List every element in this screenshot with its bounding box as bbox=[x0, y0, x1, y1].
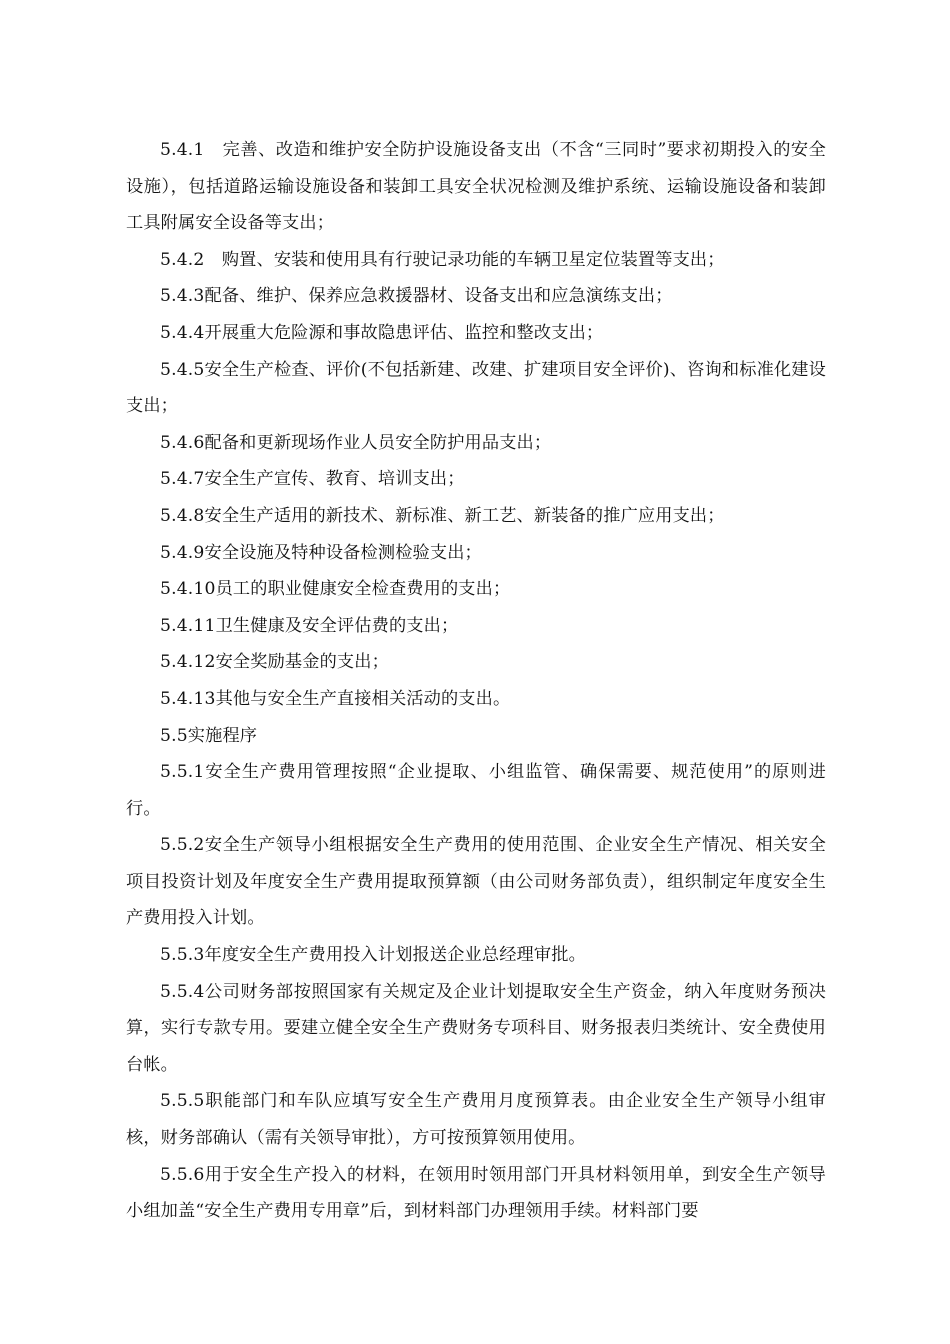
paragraph-5-4-10: 5.4.10员工的职业健康安全检查费用的支出； bbox=[160, 579, 511, 600]
paragraph-5-4-11: 5.4.11卫生健康及安全评估费的支出； bbox=[160, 615, 459, 636]
paragraph-5-4-7: 5.4.7安全生产宣传、教育、培训支出； bbox=[160, 469, 465, 490]
paragraph-5-5-4: 5.5.4公司财务部按照国家有关规定及企业计划提取安全生产资金，纳入年度财务预决算，实行专款专用。要建立健全安全生产费财务专项科目、财务报表归类统计、安全费使用台帐。 bbox=[126, 981, 826, 1075]
paragraph-5-4-13: 5.4.13其他与安全生产直接相关活动的支出。 bbox=[160, 688, 511, 709]
paragraph-5-5-5: 5.5.5职能部门和车队应填写安全生产费用月度预算表。由企业安全生产领导小组审核，财务部确认（需有关领导审批），方可按预算领用使用。 bbox=[126, 1091, 826, 1149]
paragraph-5-5-3: 5.5.3年度安全生产费用投入计划报送企业总经理审批。 bbox=[160, 945, 586, 966]
paragraph-5-4-5: 5.4.5安全生产检查、评价(不包括新建、改建、扩建项目安全评价)、咨询和标准化建设支出； bbox=[126, 359, 826, 417]
paragraph-5-4-3: 5.4.3配备、维护、保养应急救援器材、设备支出和应急演练支出； bbox=[160, 286, 673, 307]
paragraph-5-4-12: 5.4.12安全奖励基金的支出； bbox=[160, 652, 389, 673]
paragraph-5-4-1: 5.4.1 完善、改造和维护安全防护设施设备支出（不含“三同时”要求初期投入的安全设施），包括道路运输设施设备和装卸工具安全状况检测及维护系统、运输设施设备和装卸工具附属安全设备等支出； bbox=[126, 140, 826, 234]
paragraph-5-4-9: 5.4.9安全设施及特种设备检测检验支出； bbox=[160, 542, 482, 563]
paragraph-5-5-6: 5.5.6用于安全生产投入的材料，在领用时领用部门开具材料领用单，到安全生产领导小组加盖“安全生产费用专用章”后，到材料部门办理领用手续。材料部门要 bbox=[126, 1164, 826, 1222]
paragraph-5-5-1: 5.5.1安全生产费用管理按照“企业提取、小组监管、确保需要、规范使用”的原则进行。 bbox=[126, 762, 826, 819]
paragraph-5-4-4: 5.4.4开展重大危险源和事故隐患评估、监控和整改支出； bbox=[160, 322, 604, 343]
document-body bbox=[126, 132, 826, 1230]
paragraph-5-5-2: 5.5.2安全生产领导小组根据安全生产费用的使用范围、企业安全生产情况、相关安全项目投资计划及年度安全生产费用提取预算额（由公司财务部负责），组织制定年度安全生产费用投入计划。 bbox=[126, 835, 826, 929]
paragraph-5-4-8: 5.4.8安全生产适用的新技术、新标准、新工艺、新装备的推广应用支出； bbox=[160, 505, 725, 526]
paragraph-5-4-6: 5.4.6配备和更新现场作业人员安全防护用品支出； bbox=[160, 432, 552, 453]
section-heading-5-5: 5.5实施程序 bbox=[160, 725, 258, 746]
paragraph-5-4-2: 5.4.2 购置、安装和使用具有行驶记录功能的车辆卫星定位装置等支出； bbox=[160, 249, 725, 270]
